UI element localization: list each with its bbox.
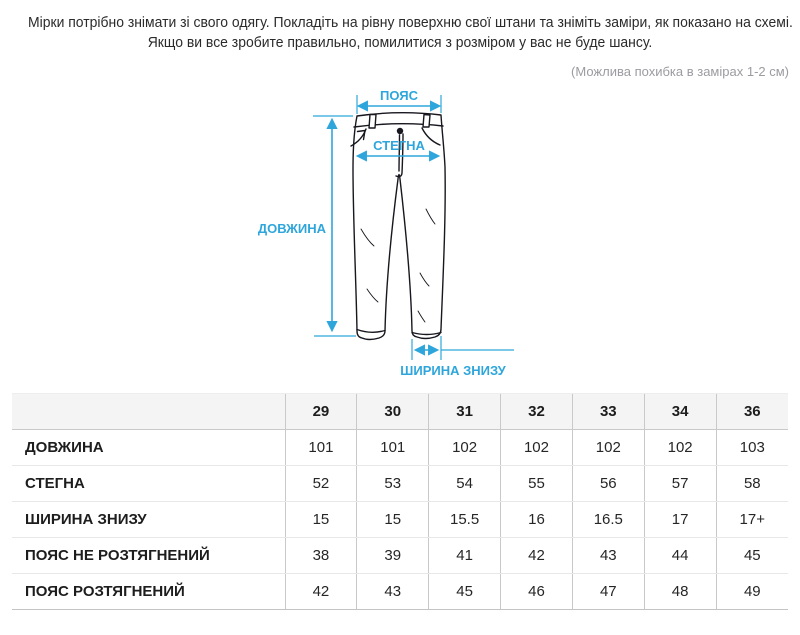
waist-label: ПОЯС — [379, 88, 418, 103]
size-value-cell: 15 — [357, 502, 429, 538]
size-value-cell: 15 — [285, 502, 357, 538]
size-table — [12, 393, 788, 610]
hips-label: СТЕГНА — [372, 138, 425, 153]
intro-text-block — [0, 0, 800, 53]
size-value-cell: 102 — [501, 430, 573, 466]
size-column-header: 34 — [644, 394, 716, 430]
size-value-cell: 52 — [285, 466, 357, 502]
table-row-length — [12, 430, 788, 466]
size-value-cell: 17 — [644, 502, 716, 538]
size-value-cell: 57 — [644, 466, 716, 502]
size-value-cell: 46 — [501, 574, 573, 610]
size-value-cell: 43 — [572, 538, 644, 574]
size-value-cell: 15.5 — [429, 502, 501, 538]
size-column-header: 30 — [357, 394, 429, 430]
size-value-cell: 101 — [285, 430, 357, 466]
table-row-waist-unstretched — [12, 538, 788, 574]
size-table-header-row — [12, 394, 788, 430]
length-label: ДОВЖИНА — [257, 221, 326, 236]
row-label: ПОЯС РОЗТЯГНЕНИЙ — [12, 574, 285, 610]
size-value-cell: 53 — [357, 466, 429, 502]
size-value-cell: 58 — [716, 466, 788, 502]
size-value-cell: 102 — [429, 430, 501, 466]
size-value-cell: 55 — [501, 466, 573, 502]
size-column-header: 31 — [429, 394, 501, 430]
pants-measurement-diagram — [0, 83, 800, 383]
pants-diagram-svg — [257, 83, 544, 383]
size-value-cell: 102 — [644, 430, 716, 466]
size-value-cell: 17+ — [716, 502, 788, 538]
intro-line-2: Якщо ви все зробите правильно, помилитися з розміром у вас не буде шансу. — [147, 34, 653, 51]
size-value-cell: 43 — [357, 574, 429, 610]
row-label: СТЕГНА — [12, 466, 285, 502]
row-label: ПОЯС НЕ РОЗТЯГНЕНИЙ — [12, 538, 285, 574]
size-value-cell: 47 — [572, 574, 644, 610]
size-value-cell: 49 — [716, 574, 788, 610]
bottom-width-label: ШИРИНА ЗНИЗУ — [399, 363, 506, 378]
size-column-header: 32 — [501, 394, 573, 430]
row-label: ШИРИНА ЗНИЗУ — [12, 502, 285, 538]
table-row-waist-stretched — [12, 574, 788, 610]
size-value-cell: 38 — [285, 538, 357, 574]
size-value-cell: 42 — [501, 538, 573, 574]
size-value-cell: 42 — [285, 574, 357, 610]
intro-line-1: Мірки потрібно знімати зі свого одягу. Покладіть на рівну поверхню свої штани та зніміть заміри, як показано на схемі. — [28, 14, 793, 31]
size-value-cell: 39 — [357, 538, 429, 574]
size-value-cell: 48 — [644, 574, 716, 610]
table-row-bottom-width — [12, 502, 788, 538]
size-value-cell: 103 — [716, 430, 788, 466]
size-column-header: 33 — [572, 394, 644, 430]
measurement-tolerance-note: (Можлива похибка в замірах 1-2 см) — [571, 64, 789, 79]
size-value-cell: 45 — [429, 574, 501, 610]
table-row-hips — [12, 466, 788, 502]
size-value-cell: 16 — [501, 502, 573, 538]
size-column-header: 36 — [716, 394, 788, 430]
row-label: ДОВЖИНА — [12, 430, 285, 466]
size-value-cell: 54 — [429, 466, 501, 502]
waist-button — [396, 128, 402, 134]
size-value-cell: 102 — [572, 430, 644, 466]
size-value-cell: 101 — [357, 430, 429, 466]
size-header-empty-cell — [12, 394, 285, 430]
size-value-cell: 44 — [644, 538, 716, 574]
size-value-cell: 45 — [716, 538, 788, 574]
size-column-header: 29 — [285, 394, 357, 430]
bottom-width-measure-arrow — [412, 336, 514, 360]
size-value-cell: 56 — [572, 466, 644, 502]
size-value-cell: 16.5 — [572, 502, 644, 538]
size-value-cell: 41 — [429, 538, 501, 574]
